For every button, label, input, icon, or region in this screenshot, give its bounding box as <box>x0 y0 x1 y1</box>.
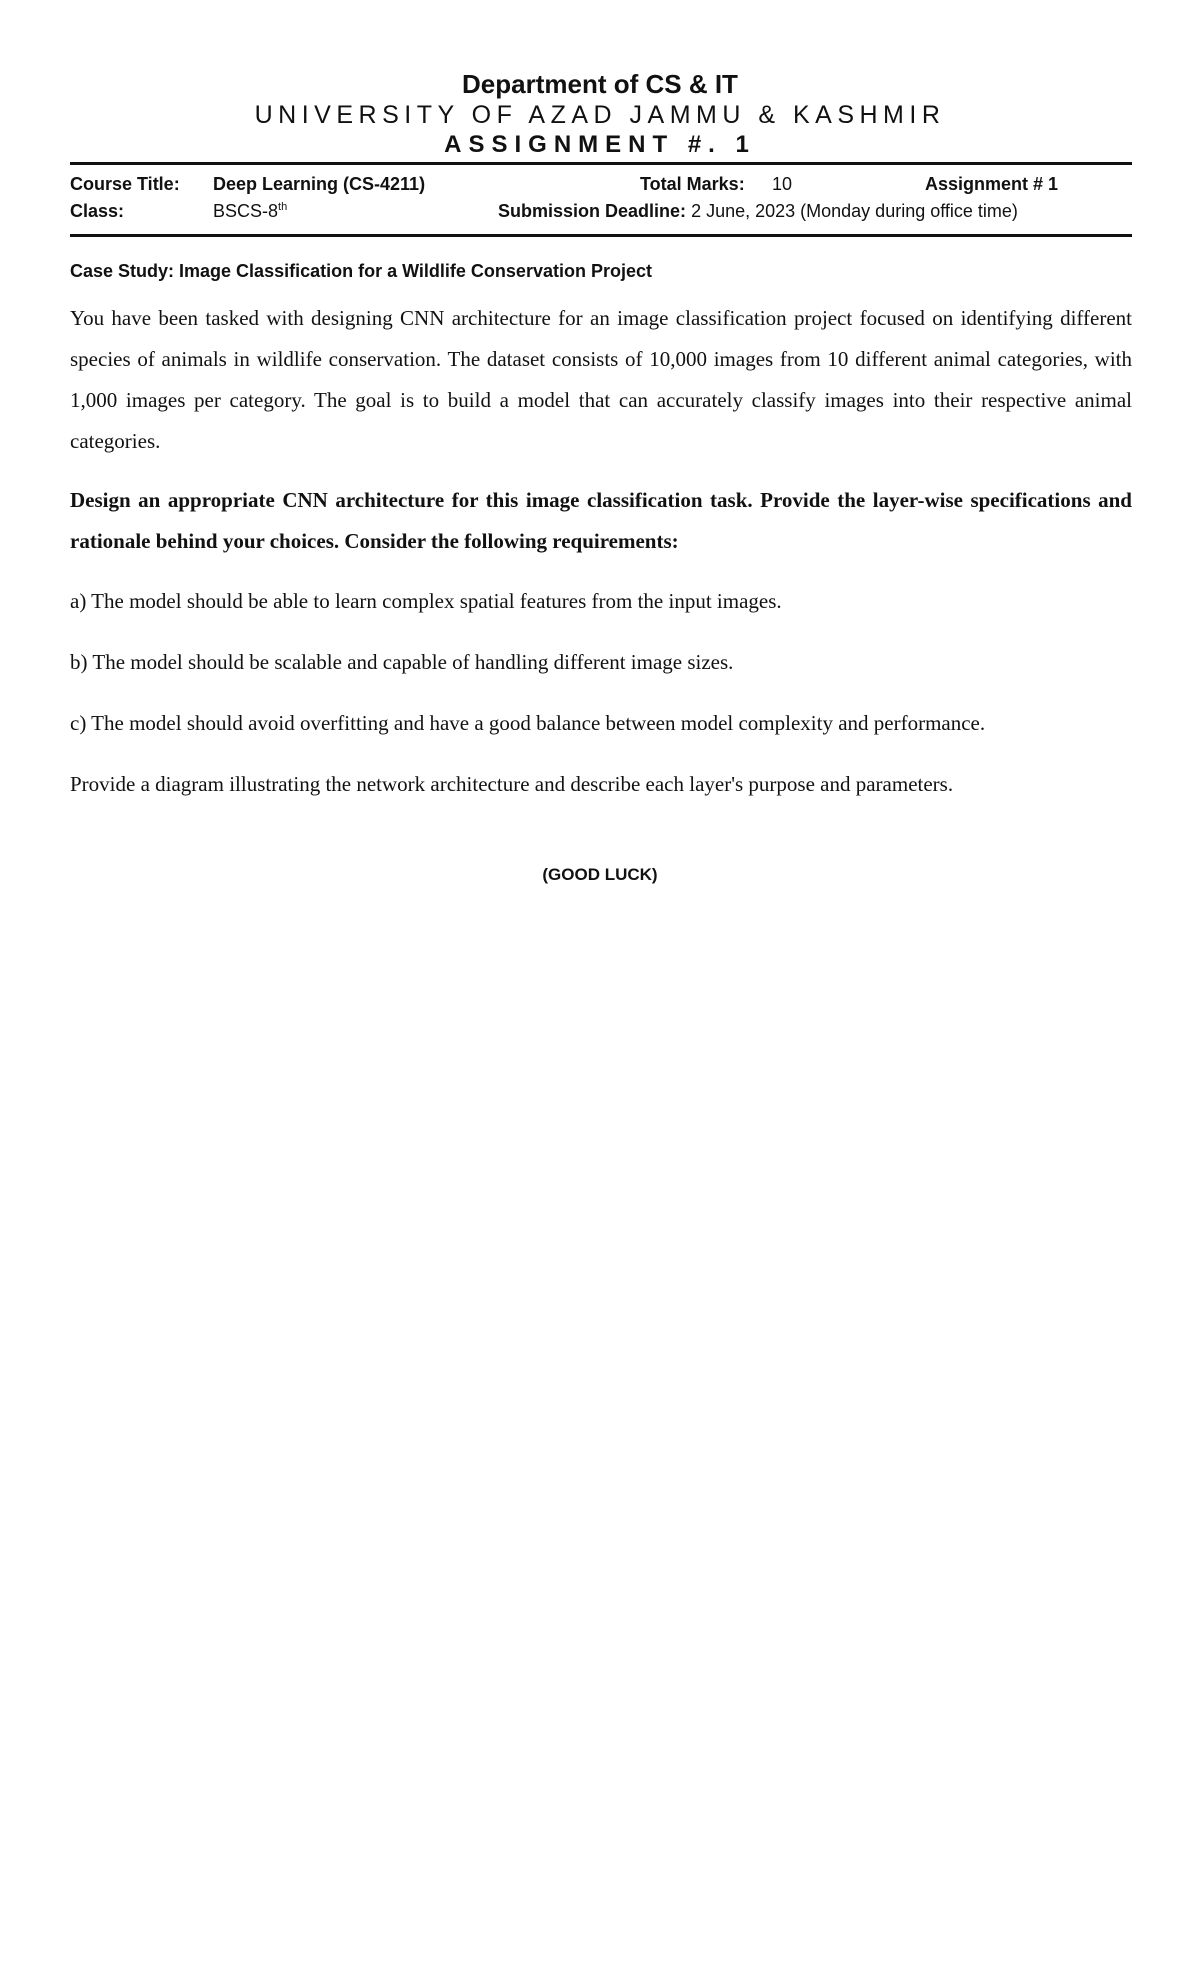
requirement-c: c) The model should avoid overfitting and have a good balance between model complexity and performance. <box>70 711 986 735</box>
case-study-title: Case Study: Image Classification for a Wildlife Conservation Project <box>70 261 652 281</box>
design-prompt: Design an appropriate CNN architecture for this image classification task. Provide the layer-wise specifications and rationale behind your choices. Consider the following requirements: <box>70 488 1132 553</box>
university-name: UNIVERSITY OF AZAD JAMMU & KASHMIR <box>254 101 946 129</box>
intro-paragraph: You have been tasked with designing CNN architecture for an image classification project focused on identifying different species of animals in wildlife conservation. The dataset consists of 10,000 images from 10 different animal categories, with 1,000 images per category. The goal is to build a model that can accurately classify images into their respective animal categories. <box>70 306 1132 453</box>
total-marks-value: 10 <box>772 174 793 194</box>
class-field <box>213 200 287 222</box>
requirement-b: b) The model should be scalable and capable of handling different image sizes. <box>70 650 734 674</box>
course-title-label: Course Title: <box>70 174 180 194</box>
class-suffix: th <box>278 201 288 213</box>
header-top-divider <box>70 162 1132 165</box>
deadline-label: Submission Deadline: <box>498 201 687 221</box>
total-marks-label: Total Marks: <box>640 174 745 194</box>
closing-note: (GOOD LUCK) <box>542 865 658 884</box>
requirement-a: a) The model should be able to learn complex spatial features from the input images. <box>70 589 782 613</box>
deadline-field <box>498 200 1018 222</box>
class-value: BSCS-8 <box>213 201 279 221</box>
assignment-heading: ASSIGNMENT #. 1 <box>444 131 756 158</box>
class-label: Class: <box>70 201 125 221</box>
document-header <box>70 68 1130 160</box>
course-title-value: Deep Learning (CS-4211) <box>213 174 426 194</box>
deadline-value: 2 June, 2023 (Monday during office time) <box>691 201 1018 221</box>
header-bottom-divider <box>70 234 1132 237</box>
department-name: Department of CS & IT <box>462 69 738 99</box>
assignment-number: Assignment # 1 <box>925 174 1059 194</box>
diagram-instruction: Provide a diagram illustrating the network architecture and describe each layer's purpose and parameters. <box>70 772 954 796</box>
